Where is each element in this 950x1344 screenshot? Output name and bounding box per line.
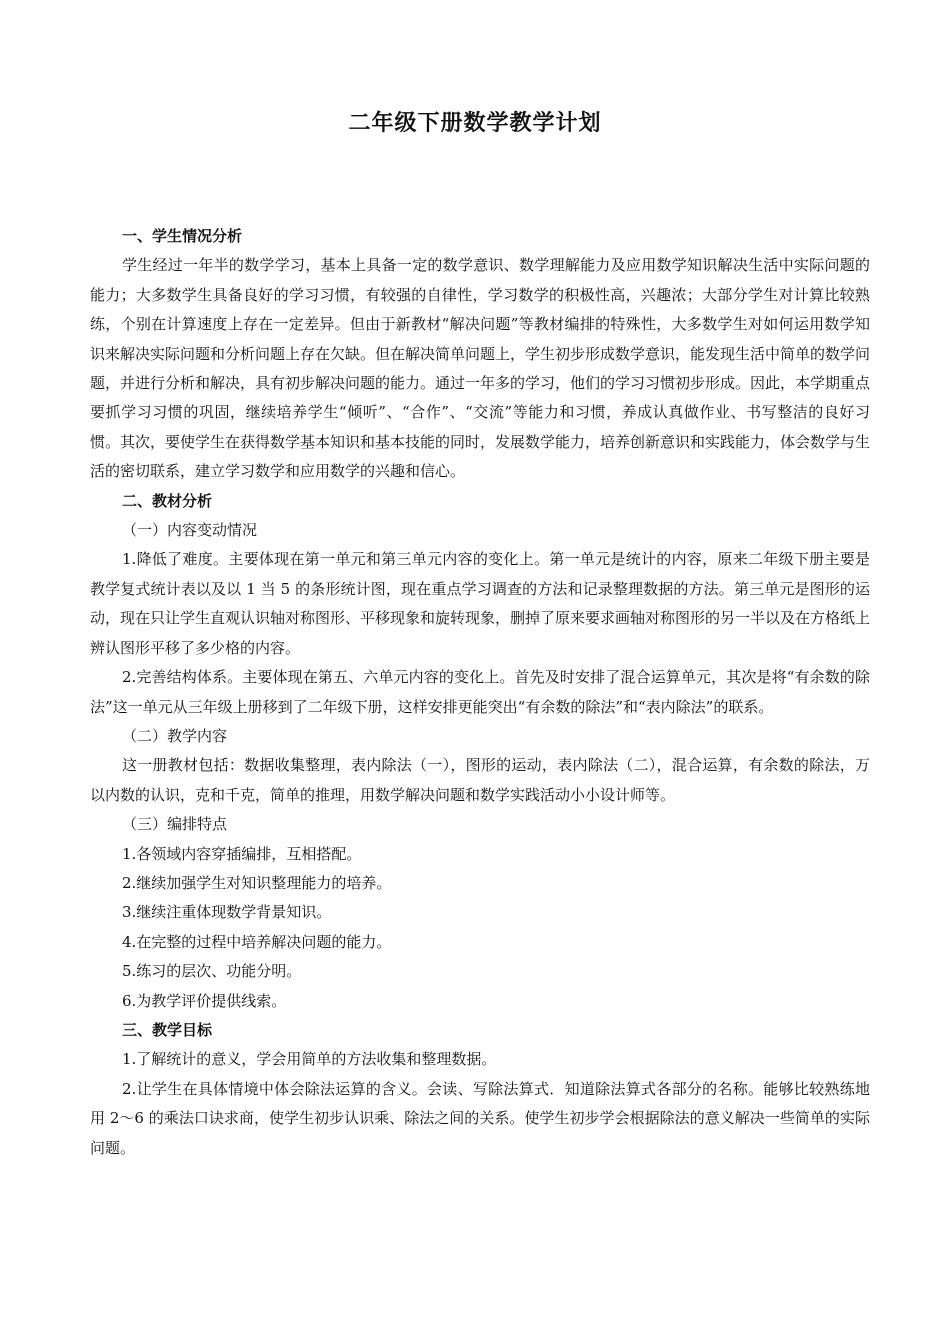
subheading-arrangement-features: （三）编排特点 xyxy=(122,815,228,834)
subheading-teaching-content: （二）教学内容 xyxy=(122,726,228,745)
section-heading-teaching-goals: 三、教学目标 xyxy=(122,1020,213,1039)
subheading-content-changes: （一）内容变动情况 xyxy=(122,521,258,540)
list-item: 2.继续加强学生对知识整理能力的培养。 xyxy=(122,873,392,892)
paragraph-reduced-difficulty: 1.降低了难度。主要体现在第一单元和第三单元内容的变化上。第一单元是统计的内容，原来二年级下册主要是教学复式统计表以及以 1 当 5 的条形统计图，现在重点学习调查的方法和记录整理数据的方法。第三单元是图形的运动，现在只让学生直观认识轴对称图形、平移现象和旋转现象，删掉了原来要求画轴对称图形的另一半以及在方格纸上辨认图形平移了多少格的内容。 xyxy=(90,550,871,657)
document-body xyxy=(90,222,870,1163)
paragraph-goal-division: 2.让学生在具体情境中体会除法运算的含义。会读、写除法算式．知道除法算式各部分的名称。能够比较熟练地用 2～6 的乘法口诀求商，使学生初步认识乘、除法之间的关系。使学生初步学会根据除法的意义解决一些简单的实际问题。 xyxy=(90,1079,870,1157)
document-title: 二年级下册数学教学计划 xyxy=(348,111,602,136)
paragraph-goal-statistics: 1.了解统计的意义，学会用简单的方法收集和整理数据。 xyxy=(122,1050,497,1069)
list-item: 6.为教学评价提供线索。 xyxy=(122,991,287,1010)
paragraph-structure-system: 2.完善结构体系。主要体现在第五、六单元内容的变化上。首先及时安排了混合运算单元，其次是将“有余数的除法”这一单元从三年级上册移到了二年级下册，这样安排更能突出“有余数的除法”和“表内除法”的联系。 xyxy=(90,668,870,716)
list-item: 3.继续注重体现数学背景知识。 xyxy=(122,903,332,922)
list-item: 5.练习的层次、功能分明。 xyxy=(122,962,302,981)
paragraph-student-analysis: 学生经过一年半的数学学习，基本上具备一定的数学意识、数学理解能力及应用数学知识解决生活中实际问题的能力；大多数学生具备良好的学习习惯，有较强的自律性，学习数学的积极性高，兴趣浓；大部分学生对计算比较熟练，个别在计算速度上存在一定差异。但由于新教材“解决问题”等教材编排的特殊性，大多数学生对如何运用数学知识来解决实际问题和分析问题上存在欠缺。但在解决简单问题上，学生初步形成数学意识，能发现生活中简单的数学问题，并进行分析和解决，具有初步解决问题的能力。通过一年多的学习，他们的学习习惯初步形成。因此，本学期重点要抓学习习惯的巩固，继续培养学生“倾听”、“合作”、“交流”等能力和习惯，养成认真做作业、书写整洁的良好习惯。其次，要使学生在获得数学基本知识和基本技能的同时，发展数学能力，培养创新意识和实践能力，体会数学与生活的密切联系，建立学习数学和应用数学的兴趣和信心。 xyxy=(90,256,871,481)
paragraph-teaching-content: 这一册教材包括：数据收集整理，表内除法（一），图形的运动，表内除法（二），混合运算，有余数的除法，万以内数的认识，克和千克，简单的推理，用数学解决问题和数学实践活动小小设计师等。 xyxy=(90,756,870,804)
section-heading-textbook-analysis: 二、教材分析 xyxy=(122,491,213,510)
list-item: 1.各领域内容穿插编排，互相搭配。 xyxy=(122,844,362,863)
list-item: 4.在完整的过程中培养解决问题的能力。 xyxy=(122,932,392,951)
section-heading-student-analysis: 一、学生情况分析 xyxy=(122,227,243,245)
